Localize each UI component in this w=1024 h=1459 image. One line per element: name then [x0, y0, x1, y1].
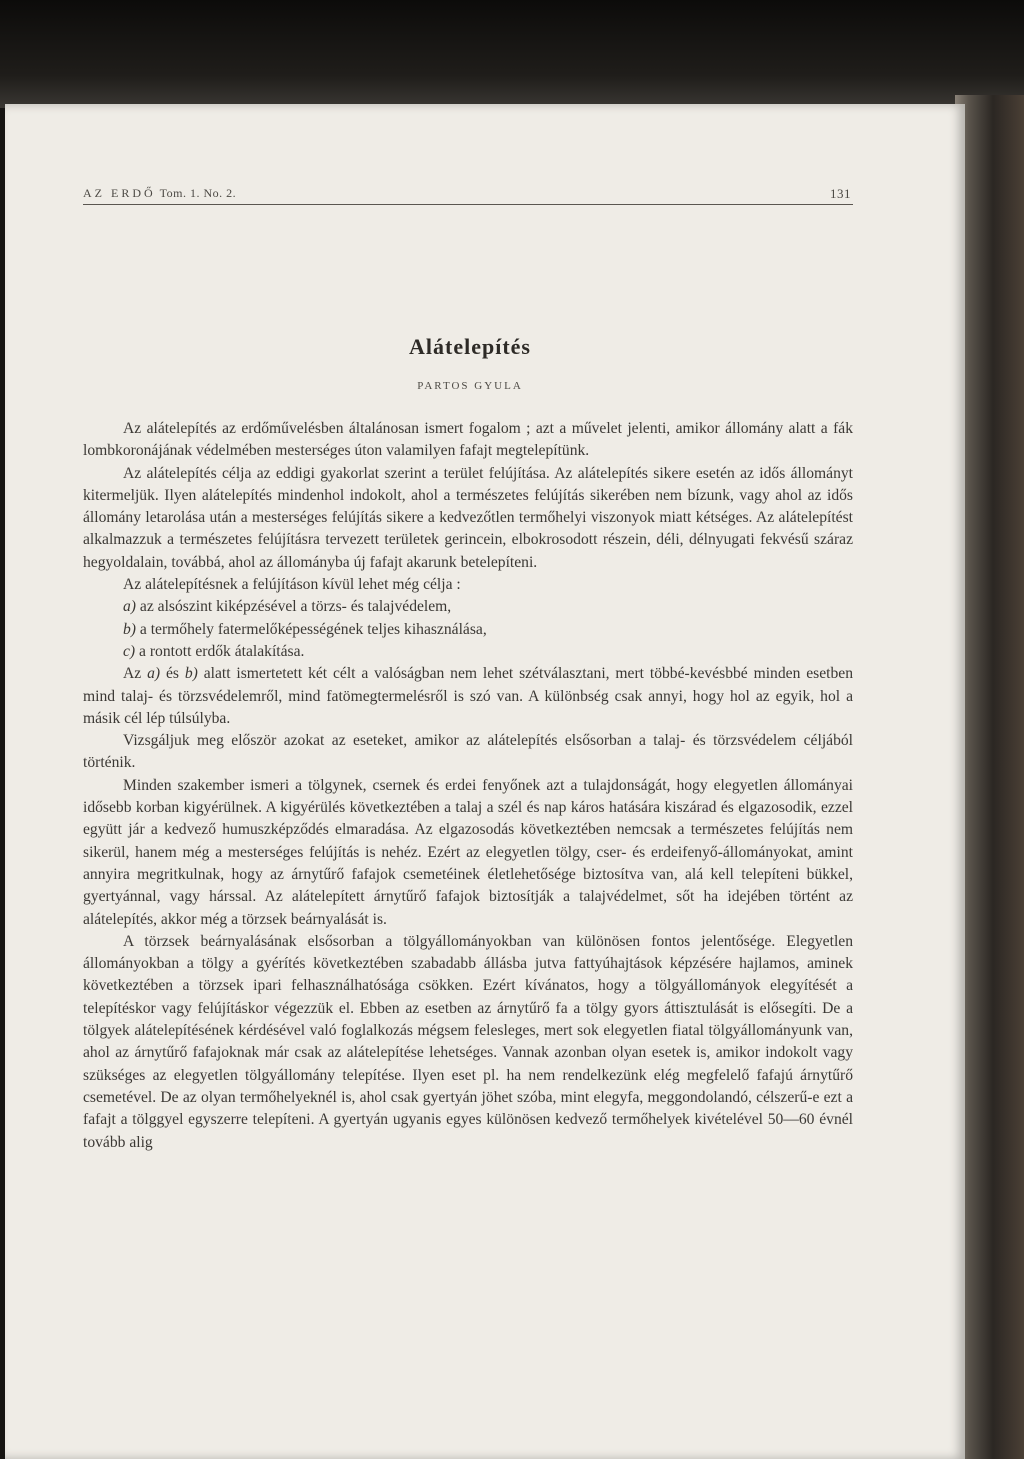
list-marker-a: a) — [123, 598, 136, 616]
list-text-a: az alsószint kiképzésével a törzs- és talajvédelem, — [139, 598, 452, 616]
journal-name: AZ ERDŐ — [83, 186, 156, 200]
list-item-c — [83, 641, 853, 663]
running-header — [83, 184, 853, 205]
list-text-b: a termőhely fatermelőképességének teljes kihasználása, — [139, 620, 487, 638]
list-item-a — [83, 596, 853, 618]
paragraph-5: Vizsgáljuk meg először azokat az eseteket, amikor az alátelepítés elsősorban a talaj- és törzsvédelem céljából történik. — [83, 732, 853, 772]
list-marker-c: c) — [123, 642, 136, 660]
page-number: 131 — [830, 186, 851, 201]
article-body — [83, 418, 853, 1154]
list-item-b — [83, 619, 853, 641]
paragraph-4: Az a) és b) alatt ismertetett két célt a valóságban nem lehet szétválasztani, mert többé-kevésbbé minden esetben mind talaj- és törzsvédelemről, mind fatömegtermelésről is szó van. A különbség csak annyi, hogy hol az egyik, hol a másik cél lép túlsúlyba. — [83, 665, 853, 727]
scan-top-border — [0, 0, 1024, 108]
list-marker-b: b) — [123, 620, 136, 638]
paragraph-7: A törzsek beárnyalásának elsősorban a tölgyállományokban van különösen fontos jelentősége. Elegyetlen állományokban a tölgy a gyérítés következtében szabadabb állásba jutva fattyúhajtások képzésére hajlamos, aminek következtében a törzsek ipari felhasználhatósága csökken. Ezért kívánatos, hogy a tölgyállományok elegyítését a telepítéskor vagy felújításkor végezzük el. Ebben az esetben az árnytűrő fa a tölgy gyors áttisztulását is elősegíti. De a tölgyek alátelepítésének kérdésével való foglalkozás mégsem felesleges, mert sok elegyetlen fiatal tölgyállományunk van, ahol az árnytűrő fafajoknak már csak az alátelepítése lehetséges. Vannak azonban olyan esetek is, amikor indokolt vagy szükséges az elegyetlen tölgyállomány telepítése. Ilyen eset pl. ha nem rendelkezünk elég megfelelő fafajú árnytűrő csemetével. De az olyan termőhelyeknél is, ahol csak gyertyán jöhet szóba, mint elegyfa, meggondolandó, célszerű-e ezt a fafajt a tölggyel egyszerre telepíteni. A gyertyán ugyanis egyes különösen kedvező termőhelyek kivételével 50—60 évnél tovább alig — [83, 932, 853, 1151]
paragraph-2: Az alátelepítés célja az eddigi gyakorlat szerint a terület felújítása. Az alátelepítés sikere esetén az idős állományt kitermeljük. Ilyen alátelepítés mindenhol indokolt, ahol a természetes felújítás sikerében nem bízunk, vagy ahol az idős állomány letarolása után a mesterséges felújítás sikere a kedvezőtlen termőhelyi viszonyok miatt kétséges. Az alátelepítést alkalmazzuk a természetes felújításra tervezett területek gerincein, elbokrosodott részein, déli, délnyugati fekvésű száraz hegyoldalain, továbbá, ahol az állományba új fafajt akarunk betelepíteni. — [83, 464, 853, 571]
article-title: Alátelepítés — [409, 334, 531, 359]
article-author: PARTOS GYULA — [417, 380, 523, 392]
volume-info: Tom. 1. No. 2. — [159, 186, 237, 200]
document-page — [5, 104, 965, 1459]
paragraph-6: Minden szakember ismeri a tölgynek, csernek és erdei fenyőnek azt a tulajdonságát, hogy elegyetlen állományai idősebb korban kigyérülnek. A kigyérülés következtében a talaj a szél és nap káros hatására kiszárad és elgazosodik, ezzel együtt jár a kedvező humuszképződés elmaradása. Az elgazosodás következtében nemcsak a természetes felújítás nem sikerül, hanem még a mesterséges felújítás is nehéz. Ezért az elegyetlen tölgy, cser- és erdeifenyő-állományokat, amint annyira megritkulnak, hogy az árnytűrő fafajok csemetéinek életlehetősége biztosítva van, alá kell telepíteni bükkel, gyertyánnal, vagy hárssal. Az alátelepített árnytűrő fafajok biztosítják a talajvédelmet, sőt ha idejében történt az alátelepítés, akkor még a törzsek beárnyalását is. — [83, 776, 853, 928]
paragraph-1: Az alátelepítés az erdőművelésben általánosan ismert fogalom ; azt a művelet jelenti, amikor állomány alatt a fák lombkoronájának védelmében mesterséges úton valamilyen fafajt megtelepítünk. — [83, 420, 853, 460]
book-spine-edge — [955, 95, 1024, 1459]
list-text-c: a rontott erdők átalakítása. — [139, 642, 305, 660]
paragraph-3: Az alátelepítésnek a felújításon kívül lehet még célja : — [123, 576, 461, 594]
